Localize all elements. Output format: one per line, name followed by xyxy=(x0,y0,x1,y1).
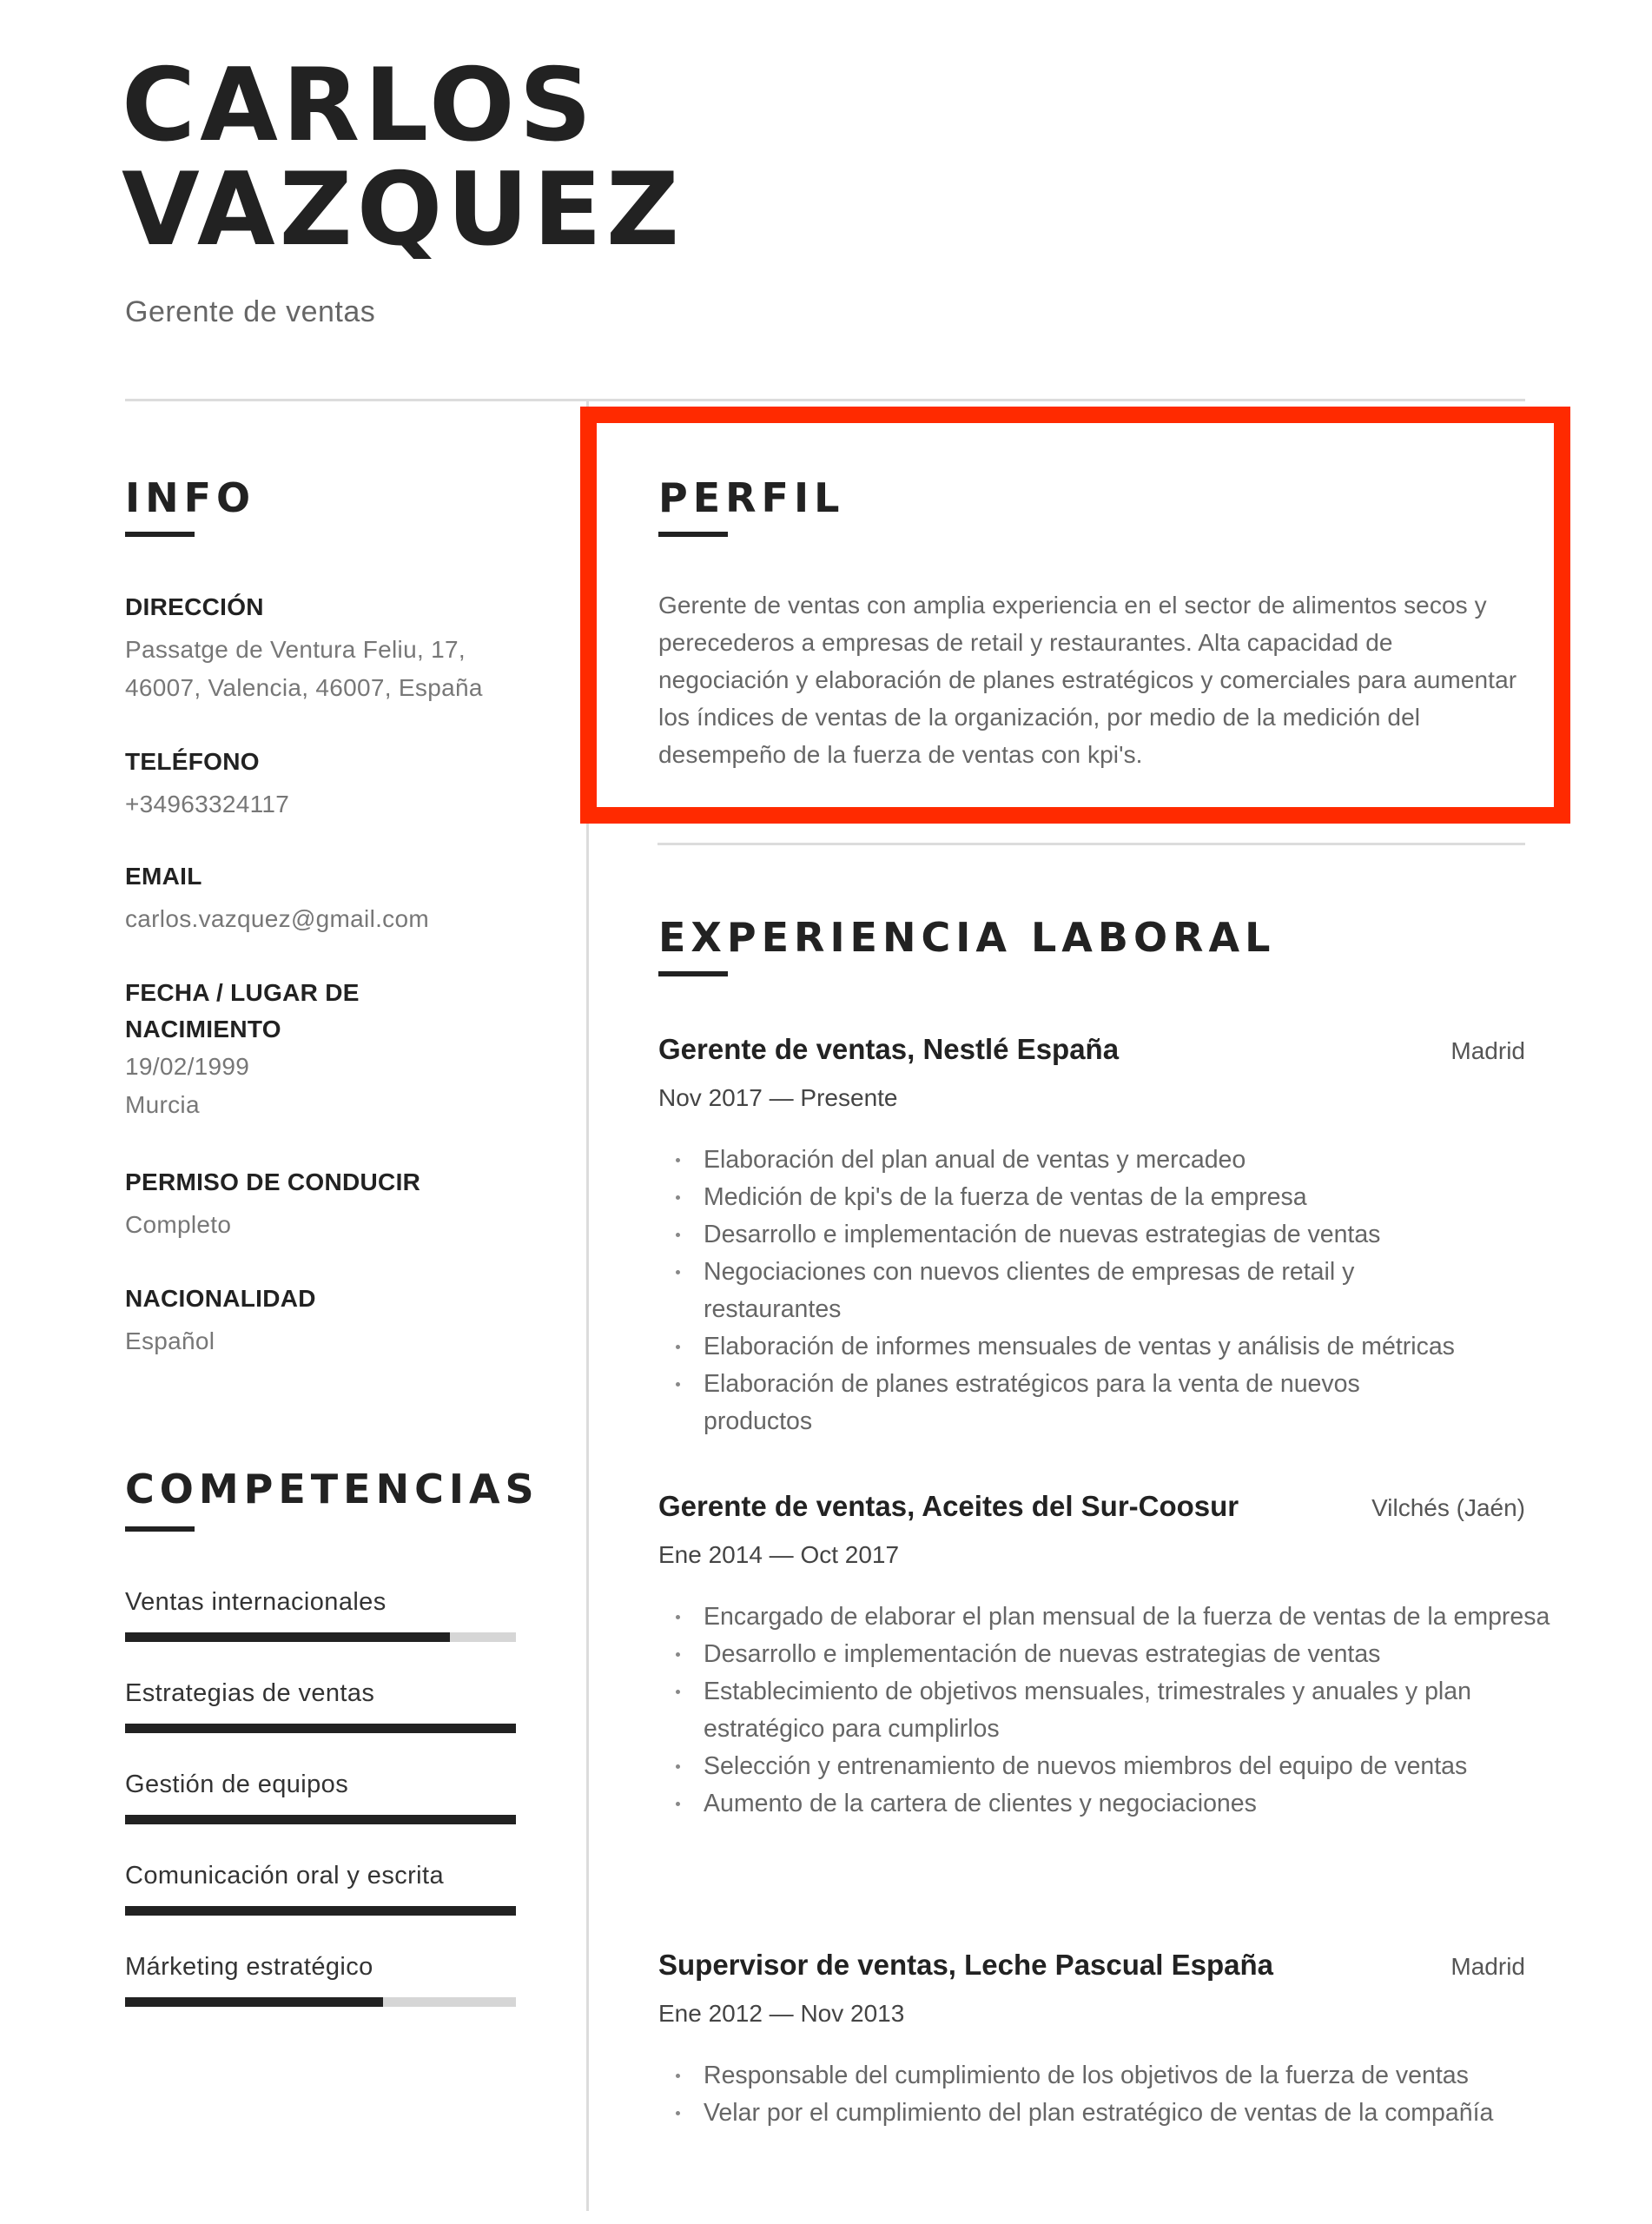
profile-heading-underline xyxy=(658,532,728,537)
info-driving-license xyxy=(125,1164,533,1244)
candidate-name xyxy=(122,47,684,268)
experience-heading-underline xyxy=(658,971,728,976)
skill-bar-track xyxy=(125,1997,516,2007)
skill-bar-track xyxy=(125,1906,516,1916)
skill-item xyxy=(125,1951,516,2007)
birth-label-line-1: FECHA / LUGAR DE xyxy=(125,979,360,1006)
info-address xyxy=(125,589,533,707)
first-name: CARLOS xyxy=(122,47,597,164)
bullet-dot-icon xyxy=(676,1764,680,1769)
nationality-value: Español xyxy=(125,1327,215,1354)
skills-heading: COMPETENCIAS xyxy=(125,1466,539,1512)
skill-label: Gestión de equipos xyxy=(125,1771,349,1798)
job-bullets xyxy=(658,1598,1550,1823)
skill-item xyxy=(125,1678,516,1733)
job-entry xyxy=(658,1489,1550,1823)
bullet-dot-icon xyxy=(676,2111,680,2115)
job-location: Madrid xyxy=(1450,1037,1525,1064)
job-bullet: Encargado de elaborar el plan mensual de la fuerza de ventas de la empresa xyxy=(658,1598,1572,1636)
job-header xyxy=(658,1948,1525,1984)
job-bullets xyxy=(658,1142,1525,1440)
skill-bar-fill xyxy=(125,1815,516,1824)
skill-bar-fill xyxy=(125,1906,516,1916)
job-title-subtitle: Gerente de ventas xyxy=(125,295,376,328)
job-bullet: Elaboración de planes estratégicos para la venta de nuevos productos xyxy=(658,1366,1450,1440)
job-dates: Ene 2014 — Oct 2017 xyxy=(658,1541,900,1568)
skill-label: Estrategias de ventas xyxy=(125,1679,375,1707)
skill-bar-fill xyxy=(125,1724,516,1733)
bullet-dot-icon xyxy=(676,1233,680,1237)
job-entry xyxy=(658,1948,1525,2132)
skill-bar-fill xyxy=(125,1632,450,1642)
job-bullets xyxy=(658,2057,1525,2132)
job-bullet: Establecimiento de objetivos mensuales, trimestrales y anuales y plan estratégico para cumplirlos xyxy=(658,1673,1572,1748)
bullet-dot-icon xyxy=(676,1158,680,1162)
email-label: EMAIL xyxy=(125,863,202,890)
phone-label: TELÉFONO xyxy=(125,748,260,775)
driving-license-value: Completo xyxy=(125,1211,232,1238)
skill-bar-track xyxy=(125,1724,516,1733)
job-title: Supervisor de ventas, Leche Pascual España xyxy=(658,1949,1273,1981)
job-bullet: Aumento de la cartera de clientes y negociaciones xyxy=(658,1785,1520,1823)
info-heading-underline xyxy=(125,532,195,537)
job-title: Gerente de ventas, Nestlé España xyxy=(658,1033,1120,1065)
skill-item xyxy=(125,1860,516,1916)
job-bullet: Desarrollo e implementación de nuevas estrategias de ventas xyxy=(658,1636,1520,1673)
skill-bar-fill xyxy=(125,1997,383,2007)
address-line-1: Passatge de Ventura Feliu, 17, xyxy=(125,636,466,663)
job-bullet: Selección y entrenamiento de nuevos miembros del equipo de ventas xyxy=(658,1748,1537,1785)
address-line-2: 46007, Valencia, 46007, España xyxy=(125,674,483,701)
job-entry xyxy=(658,1032,1525,1440)
job-header xyxy=(658,1489,1525,1526)
info-heading: INFO xyxy=(125,474,256,521)
job-location: Madrid xyxy=(1450,1953,1525,1980)
job-bullet: Negociaciones con nuevos clientes de empresas de retail y restaurantes xyxy=(658,1254,1450,1328)
address-label: DIRECCIÓN xyxy=(125,593,264,620)
bullet-dot-icon xyxy=(676,1652,680,1657)
profile-summary: Gerente de ventas con amplia experiencia en el sector de alimentos secos y perecederos a empresas de retail y restaurantes. Alta capacidad de negociación y elaboración de planes estratégicos y comerciales para aumentar los índices de ventas de la organización, por medio de la medición del desempeño de la fuerza de ventas con kpi's. xyxy=(658,592,1517,768)
bullet-dot-icon xyxy=(676,2074,680,2078)
phone-value: +34963324117 xyxy=(125,791,290,817)
birth-date: 19/02/1999 xyxy=(125,1053,250,1080)
skills-heading-underline xyxy=(125,1526,195,1532)
bullet-dot-icon xyxy=(676,1195,680,1200)
skill-label: Ventas internacionales xyxy=(125,1588,387,1616)
bullet-dot-icon xyxy=(676,1802,680,1806)
job-bullet: Medición de kpi's de la fuerza de ventas de la empresa xyxy=(658,1179,1520,1216)
job-bullet: Desarrollo e implementación de nuevas estrategias de ventas xyxy=(658,1216,1520,1254)
profile-heading: PERFIL xyxy=(658,474,845,521)
job-bullet: Elaboración del plan anual de ventas y mercadeo xyxy=(658,1142,1520,1179)
bullet-dot-icon xyxy=(676,1270,680,1274)
job-dates: Nov 2017 — Presente xyxy=(658,1084,898,1111)
info-nationality xyxy=(125,1281,533,1360)
skill-label: Márketing estratégico xyxy=(125,1953,373,1981)
email-value[interactable]: carlos.vazquez@gmail.com xyxy=(125,905,429,932)
bullet-dot-icon xyxy=(676,1382,680,1387)
job-dates: Ene 2012 — Nov 2013 xyxy=(658,2000,905,2027)
job-location: Vilchés (Jaén) xyxy=(1371,1494,1525,1521)
bullet-dot-icon xyxy=(676,1615,680,1619)
info-email xyxy=(125,858,533,938)
skill-label: Comunicación oral y escrita xyxy=(125,1862,444,1890)
bullet-dot-icon xyxy=(676,1690,680,1694)
job-bullet: Elaboración de informes mensuales de ventas y análisis de métricas xyxy=(658,1328,1572,1366)
header-divider xyxy=(125,399,1525,401)
job-title: Gerente de ventas, Aceites del Sur-Coosur xyxy=(658,1490,1239,1522)
last-name: VAZQUEZ xyxy=(122,151,684,268)
profile-divider xyxy=(657,843,1525,845)
nationality-label: NACIONALIDAD xyxy=(125,1285,316,1312)
info-phone xyxy=(125,744,533,824)
driving-license-label: PERMISO DE CONDUCIR xyxy=(125,1168,421,1195)
birth-place: Murcia xyxy=(125,1091,200,1118)
skill-item xyxy=(125,1586,516,1642)
skill-bar-track xyxy=(125,1815,516,1824)
job-header xyxy=(658,1032,1525,1069)
experience-heading: EXPERIENCIA LABORAL xyxy=(658,914,1276,961)
job-bullet: Responsable del cumplimiento de los objetivos de la fuerza de ventas xyxy=(658,2057,1537,2095)
info-birth xyxy=(125,975,533,1124)
skill-bar-track xyxy=(125,1632,516,1642)
skill-item xyxy=(125,1769,516,1824)
job-bullet: Velar por el cumplimiento del plan estratégico de ventas de la compañía xyxy=(658,2095,1537,2132)
birth-label-line-2: NACIMIENTO xyxy=(125,1016,281,1042)
bullet-dot-icon xyxy=(676,1345,680,1349)
